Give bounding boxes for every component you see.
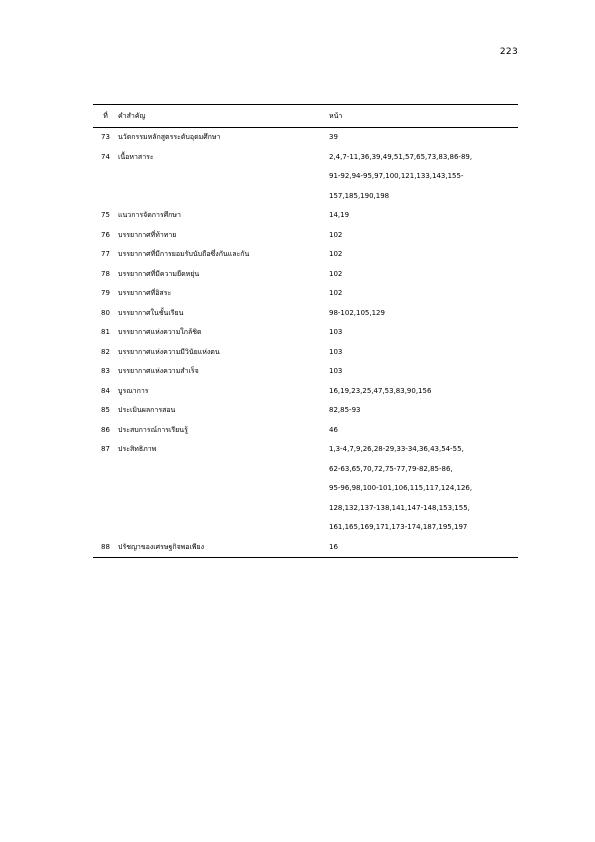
header-term: คำสำคัญ — [118, 112, 146, 120]
page-reference-line: 1,3-4,7,9,26,28-29,33-34,36,43,54-55, — [329, 445, 464, 453]
table-row — [93, 401, 518, 421]
table-row — [93, 440, 518, 538]
page-reference-line: 82,85-93 — [329, 406, 361, 414]
table-body — [93, 128, 518, 558]
row-pages — [329, 323, 518, 343]
table-row — [93, 226, 518, 246]
row-pages — [329, 284, 518, 304]
row-pages — [329, 304, 518, 324]
table-row — [93, 382, 518, 402]
row-term: บรรยากาศที่อิสระ — [118, 289, 172, 297]
row-number: 81 — [101, 328, 110, 336]
page-reference-line: 103 — [329, 328, 343, 336]
row-term: บูรณาการ — [118, 386, 149, 395]
page-reference-line: 16,19,23,25,47,53,83,90,156 — [329, 386, 432, 395]
row-number: 83 — [101, 367, 110, 375]
row-number: 82 — [101, 347, 110, 356]
row-number: 74 — [101, 152, 110, 161]
table-row — [93, 421, 518, 441]
table-row — [93, 284, 518, 304]
row-pages — [329, 245, 518, 265]
row-number: 84 — [101, 386, 110, 395]
page-reference-line: 62-63,65,70,72,75-77,79-82,85-86, — [329, 464, 453, 473]
row-pages — [329, 343, 518, 363]
table-row — [93, 304, 518, 324]
row-term: บรรยากาศที่มีความยืดหยุ่น — [118, 269, 200, 278]
row-pages — [329, 538, 518, 558]
header-no: ที่ — [103, 112, 108, 120]
row-pages — [329, 128, 518, 148]
table-row — [93, 206, 518, 226]
page-reference-line: 161,165,169,171,173-174,187,195,197 — [329, 523, 468, 531]
row-term: เนื้อหาสาระ — [118, 152, 154, 161]
row-term: บรรยากาศที่ท้าทาย — [118, 230, 177, 239]
header-pages: หน้า — [329, 112, 343, 120]
page-reference-line: 103 — [329, 367, 343, 375]
row-term: บรรยากาศที่มีการยอมรับนับถือซึ่งกันและกัน — [118, 250, 250, 258]
row-pages — [329, 382, 518, 402]
table-row — [93, 343, 518, 363]
table-row — [93, 265, 518, 285]
page-reference-line: 103 — [329, 347, 343, 356]
row-term: ประเมินผลการสอน — [118, 406, 176, 414]
page-reference-line: 128,132,137-138,141,147-148,153,155, — [329, 503, 470, 512]
row-term: ปรัชญาของเศรษฐกิจพอเพียง — [118, 542, 205, 551]
page-reference-line: 98-102,105,129 — [329, 308, 385, 317]
table-row — [93, 362, 518, 382]
page-reference-line: 102 — [329, 289, 343, 297]
row-number: 88 — [101, 542, 110, 551]
row-term: ประสิทธิภาพ — [118, 445, 157, 453]
row-number: 76 — [101, 230, 110, 239]
row-pages — [329, 362, 518, 382]
row-term: ประสบการณ์การเรียนรู้ — [118, 425, 188, 434]
page-reference-line: 16 — [329, 542, 338, 551]
page-reference-line: 95-96,98,100-101,106,115,117,124,126, — [329, 484, 473, 492]
keyword-index-table — [93, 104, 518, 558]
row-number: 73 — [101, 133, 110, 141]
page-reference-line: 157,185,190,198 — [329, 191, 390, 200]
row-term: แนวการจัดการศึกษา — [118, 211, 181, 219]
row-pages — [329, 148, 518, 207]
table-row — [93, 538, 518, 558]
row-number: 80 — [101, 308, 110, 317]
row-number: 86 — [101, 425, 110, 434]
row-number: 87 — [101, 445, 110, 453]
page-number: 223 — [499, 47, 518, 57]
page-reference-line: 91-92,94-95,97,100,121,133,143,155- — [329, 172, 464, 180]
page-reference-line: 2,4,7-11,36,39,49,51,57,65,73,83,86-89, — [329, 152, 473, 161]
table-header-row — [93, 105, 518, 128]
row-pages — [329, 226, 518, 246]
row-number: 79 — [101, 289, 110, 297]
table-row — [93, 323, 518, 343]
row-term: บรรยากาศแห่งความใกล้ชิด — [118, 328, 202, 336]
row-pages — [329, 421, 518, 441]
page-reference-line: 46 — [329, 425, 338, 434]
row-number: 78 — [101, 269, 110, 278]
row-term: นวัตกรรมหลักสูตรระดับอุดมศึกษา — [118, 133, 221, 141]
table-row — [93, 245, 518, 265]
row-number: 75 — [101, 211, 110, 219]
row-pages — [329, 440, 518, 538]
row-term: บรรยากาศแห่งความมีวินัยแห่งตน — [118, 347, 220, 356]
table-row — [93, 148, 518, 207]
page-reference-line: 102 — [329, 269, 343, 278]
row-pages — [329, 401, 518, 421]
row-pages — [329, 206, 518, 226]
row-number: 85 — [101, 406, 110, 414]
page-reference-line: 14,19 — [329, 211, 350, 219]
page-reference-line: 102 — [329, 250, 343, 258]
page-reference-line: 39 — [329, 133, 338, 141]
row-number: 77 — [101, 250, 110, 258]
table-row — [93, 128, 518, 148]
row-pages — [329, 265, 518, 285]
row-term: บรรยากาศแห่งความสำเร็จ — [118, 367, 199, 375]
page-reference-line: 102 — [329, 230, 343, 239]
row-term: บรรยากาศในชั้นเรียน — [118, 308, 184, 317]
